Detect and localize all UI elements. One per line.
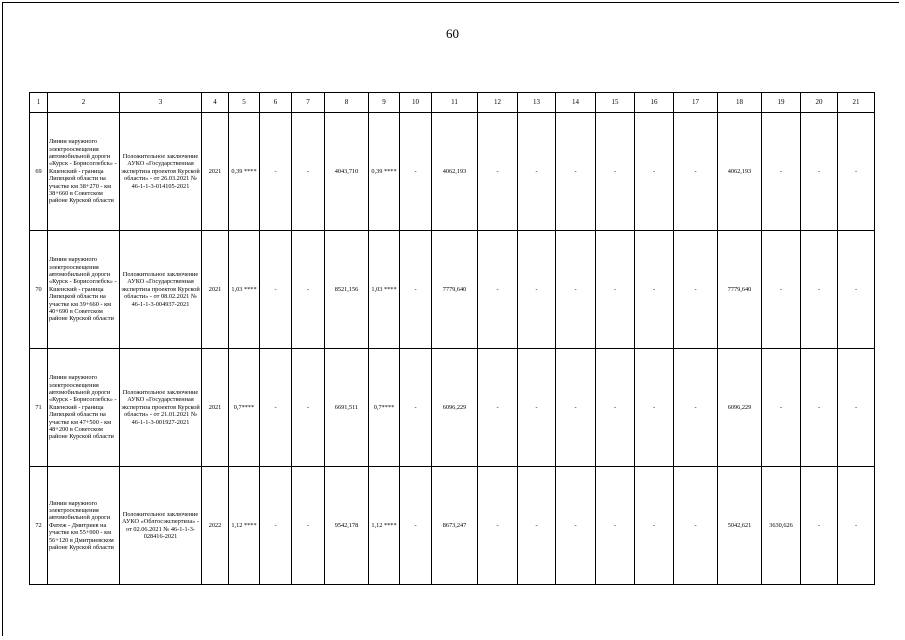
column-header: 2: [48, 93, 120, 113]
value-cell: -: [260, 349, 292, 467]
row-number: 70: [30, 231, 48, 349]
value-cell: -: [801, 231, 838, 349]
cost-cell: 4043,710: [325, 113, 369, 231]
value-cell: -: [674, 349, 718, 467]
cost-cell: 4062,193: [718, 113, 762, 231]
table-row: [30, 467, 875, 585]
year-cell: 2021: [202, 113, 229, 231]
value-cell: -: [478, 349, 518, 467]
column-header: 5: [229, 93, 260, 113]
value-cell: 3630,626: [762, 467, 801, 585]
column-header: 15: [596, 93, 635, 113]
capacity-cell: 1,03 ****: [229, 231, 260, 349]
value-cell: -: [478, 231, 518, 349]
cost-cell: 6691,511: [325, 349, 369, 467]
value-cell: -: [518, 231, 556, 349]
object-name: Линии наружного электроосвещения автомобильной дороги Фатеж - Дмитриев на участке км 55+000 - км 56+120 в Дмитриевском районе Курской области: [48, 467, 120, 585]
value-cell: -: [518, 349, 556, 467]
value-cell: -: [292, 467, 325, 585]
cost-cell: 9542,178: [325, 467, 369, 585]
value-cell: -: [596, 349, 635, 467]
data-table: [29, 92, 875, 585]
capacity-cell: 0,7****: [229, 349, 260, 467]
value-cell: -: [400, 231, 432, 349]
column-header: 12: [478, 93, 518, 113]
capacity-cell: 1,03 ****: [369, 231, 400, 349]
column-header: 1: [30, 93, 48, 113]
year-cell: 2022: [202, 467, 229, 585]
value-cell: -: [260, 467, 292, 585]
table-row: [30, 231, 875, 349]
column-header: 4: [202, 93, 229, 113]
value-cell: -: [400, 467, 432, 585]
expertise-document: Положительное заключение АУКО «Облгосэкспертиза» - от 02.06.2021 № 46-1-1-3-028416-2021: [120, 467, 202, 585]
value-cell: -: [596, 231, 635, 349]
value-cell: -: [838, 349, 875, 467]
value-cell: -: [596, 113, 635, 231]
expertise-document: Положительное заключение АУКО «Государственная экспертиза проектов Курской области» - от 26.03.2021 № 46-1-1-3-014105-2021: [120, 113, 202, 231]
row-number: 72: [30, 467, 48, 585]
value-cell: -: [556, 349, 596, 467]
column-header: 8: [325, 93, 369, 113]
capacity-cell: 0,7****: [369, 349, 400, 467]
column-header: 9: [369, 93, 400, 113]
object-name: Линии наружного электроосвещения автомобильной дороги «Курск - Борисоглебск» - Кшенский - граница Липецкой области на участке км 38+270 - км 38+660 в Советском районе Курской области: [48, 113, 120, 231]
value-cell: -: [838, 231, 875, 349]
column-header: 13: [518, 93, 556, 113]
column-header: 17: [674, 93, 718, 113]
table-row: [30, 349, 875, 467]
column-header: 3: [120, 93, 202, 113]
cost-cell: 7779,640: [718, 231, 762, 349]
capacity-cell: 0,39 ****: [229, 113, 260, 231]
expertise-document: Положительное заключение АУКО «Государственная экспертиза проектов Курской области» - от 08.02.2021 № 46-1-1-3-004937-2021: [120, 231, 202, 349]
capacity-cell: 1,12 ****: [229, 467, 260, 585]
value-cell: -: [838, 467, 875, 585]
value-cell: -: [260, 113, 292, 231]
cost-cell: 5042,621: [718, 467, 762, 585]
row-number: 71: [30, 349, 48, 467]
value-cell: -: [400, 113, 432, 231]
column-header: 21: [838, 93, 875, 113]
table-header-row: [30, 93, 875, 113]
column-header: 7: [292, 93, 325, 113]
value-cell: -: [801, 113, 838, 231]
value-cell: -: [478, 113, 518, 231]
value-cell: -: [478, 467, 518, 585]
object-name: Линии наружного электроосвещения автомобильной дороги «Курск - Борисоглебск» - Кшенский - граница Липецкой области на участке км 39+660 - км 40+690 в Советском районе Курской области: [48, 231, 120, 349]
value-cell: -: [518, 113, 556, 231]
capacity-cell: 0,39 ****: [369, 113, 400, 231]
value-cell: -: [635, 349, 674, 467]
value-cell: -: [400, 349, 432, 467]
column-header: 19: [762, 93, 801, 113]
value-cell: -: [762, 231, 801, 349]
value-cell: -: [674, 113, 718, 231]
year-cell: 2021: [202, 231, 229, 349]
value-cell: -: [635, 113, 674, 231]
value-cell: -: [801, 349, 838, 467]
cost-cell: 8521,156: [325, 231, 369, 349]
value-cell: -: [292, 349, 325, 467]
page-number: 60: [446, 26, 459, 41]
value-cell: -: [762, 349, 801, 467]
value-cell: -: [596, 467, 635, 585]
row-number: 69: [30, 113, 48, 231]
value-cell: -: [635, 231, 674, 349]
column-header: 10: [400, 93, 432, 113]
year-cell: 2021: [202, 349, 229, 467]
capacity-cell: 1,12 ****: [369, 467, 400, 585]
column-header: 16: [635, 93, 674, 113]
value-cell: -: [674, 467, 718, 585]
cost-cell: 7779,640: [432, 231, 478, 349]
value-cell: -: [518, 467, 556, 585]
cost-cell: 6096,229: [432, 349, 478, 467]
cost-cell: 8673,247: [432, 467, 478, 585]
cost-cell: 6096,229: [718, 349, 762, 467]
column-header: 18: [718, 93, 762, 113]
value-cell: -: [292, 113, 325, 231]
value-cell: -: [801, 467, 838, 585]
value-cell: -: [260, 231, 292, 349]
value-cell: -: [556, 231, 596, 349]
column-header: 14: [556, 93, 596, 113]
value-cell: -: [762, 113, 801, 231]
value-cell: -: [635, 467, 674, 585]
value-cell: -: [838, 113, 875, 231]
column-header: 11: [432, 93, 478, 113]
cost-cell: 4062,193: [432, 113, 478, 231]
value-cell: -: [556, 467, 596, 585]
value-cell: -: [556, 113, 596, 231]
column-header: 20: [801, 93, 838, 113]
object-name: Линии наружного электроосвещения автомобильной дороги «Курск - Борисоглебск» - Кшенский - граница Липецкой области на участке км 47+500 - км 48+200 в Советском районе Курской области: [48, 349, 120, 467]
expertise-document: Положительное заключение АУКО «Государственная экспертиза проектов Курской области» - от 21.01.2021 № 46-1-1-3-001927-2021: [120, 349, 202, 467]
value-cell: -: [674, 231, 718, 349]
value-cell: -: [292, 231, 325, 349]
table-row: [30, 113, 875, 231]
column-header: 6: [260, 93, 292, 113]
